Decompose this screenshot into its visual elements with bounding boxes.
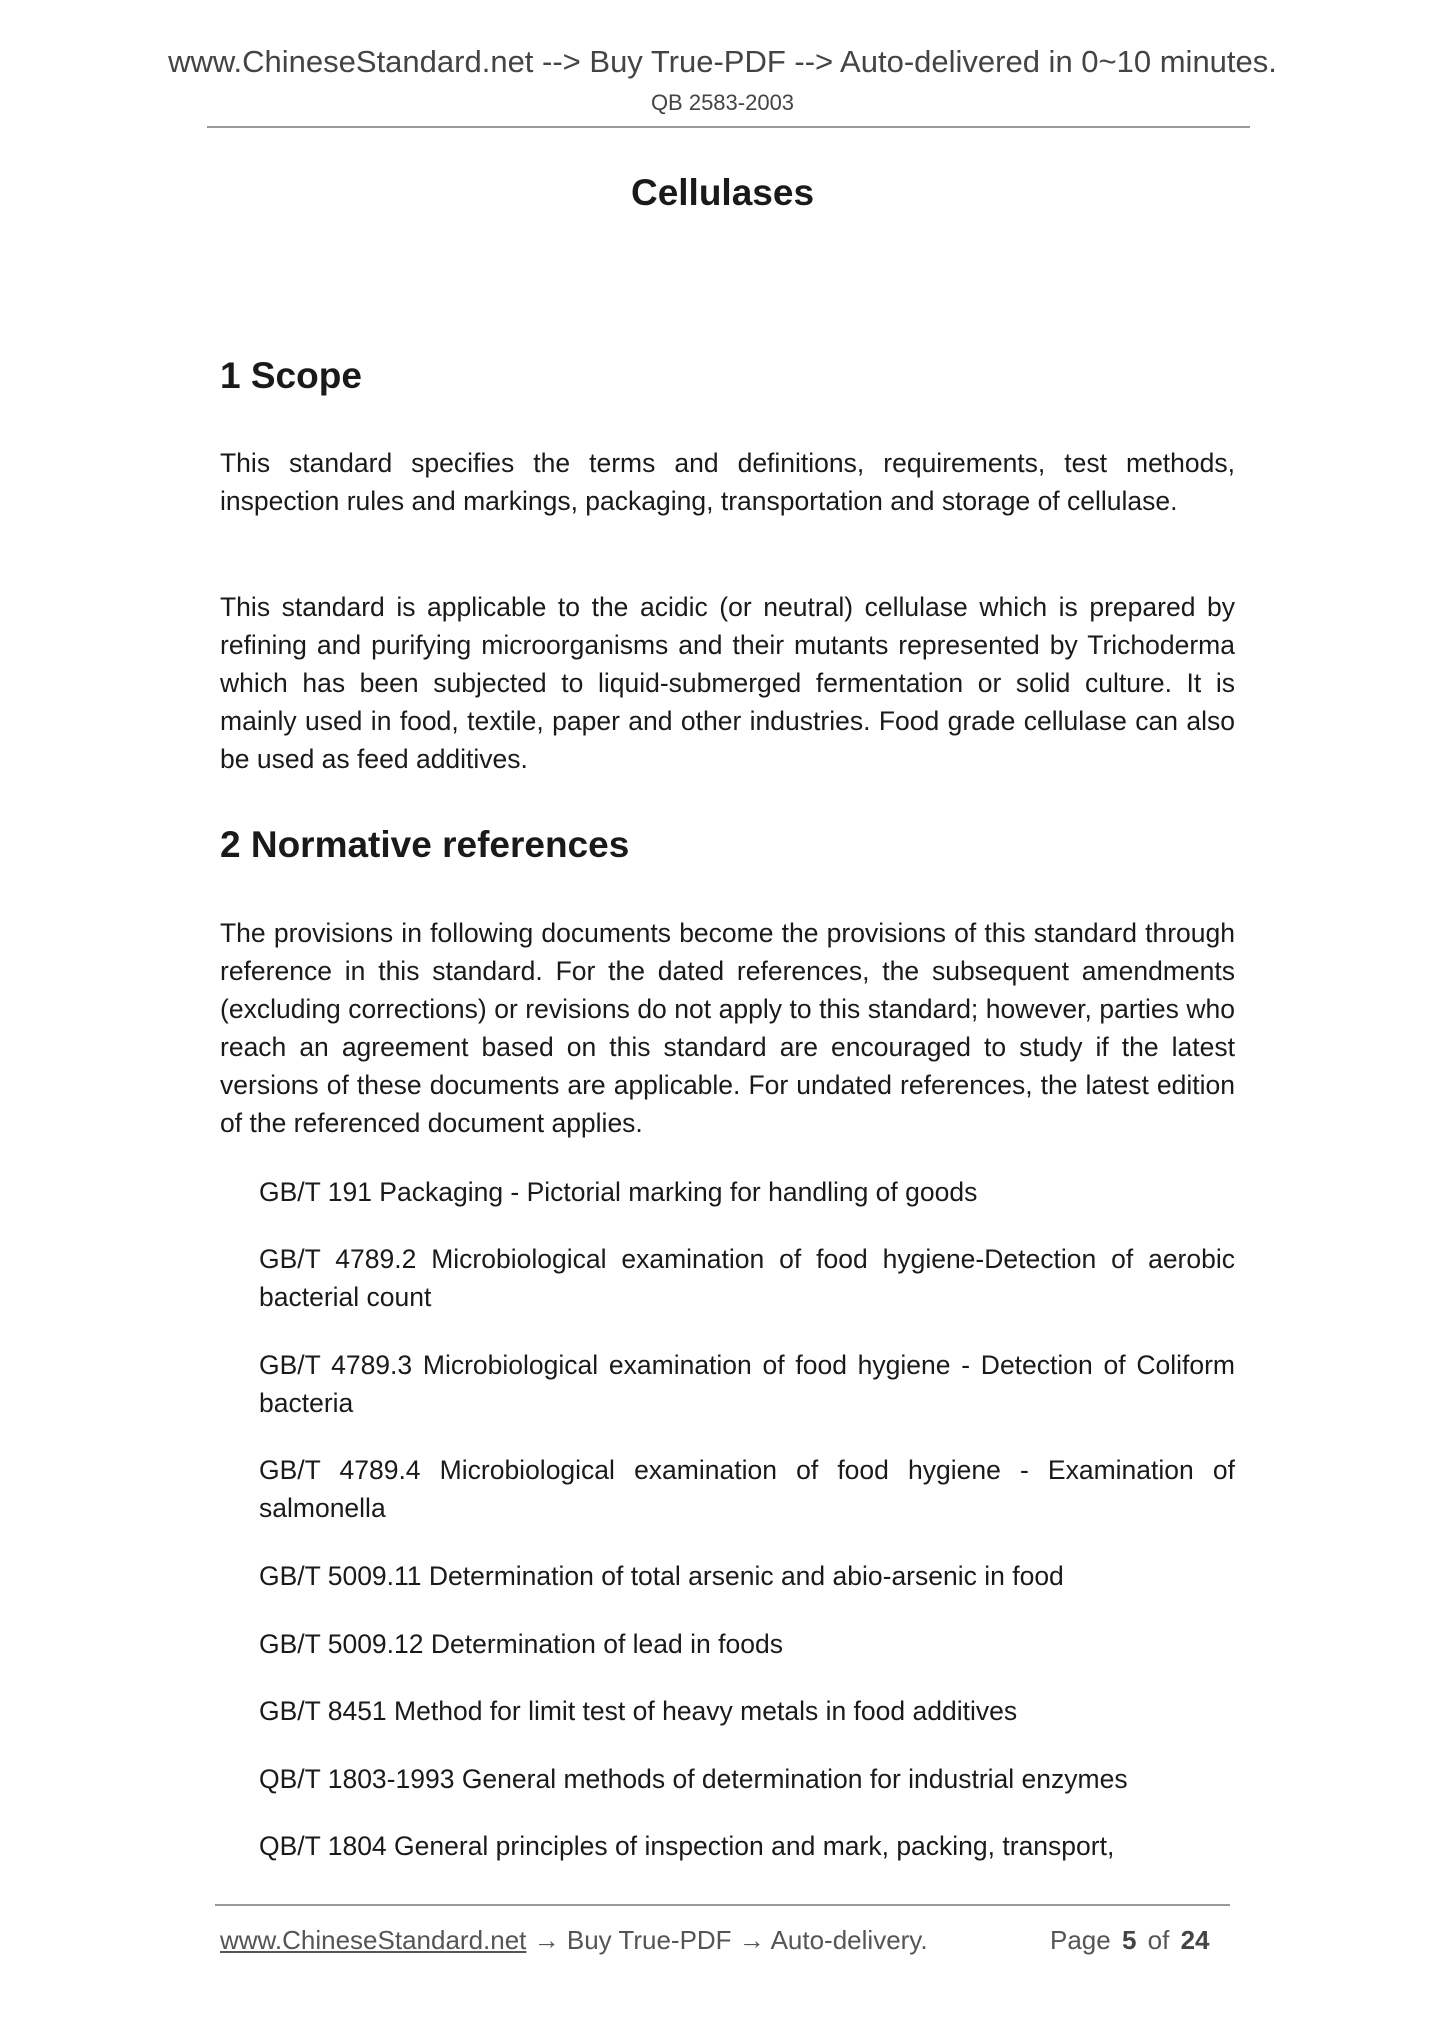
reference-item: QB/T 1803-1993 General methods of determination for industrial enzymes: [259, 1764, 1128, 1794]
section-heading-scope: 1 Scope: [220, 355, 362, 396]
reference-item: GB/T 191 Packaging - Pictorial marking for handling of goods: [259, 1177, 978, 1207]
page-number: [1050, 1925, 1210, 1956]
footer-divider: [215, 1904, 1230, 1906]
current-page: 5: [1121, 1925, 1137, 1955]
reference-item: GB/T 5009.12 Determination of lead in foods: [259, 1629, 783, 1659]
paragraph: This standard specifies the terms and definitions, requirements, test methods, inspection rules and markings, packaging, transportation and storage of cellulase.: [220, 448, 1235, 516]
section-heading-normative-references: 2 Normative references: [220, 824, 630, 865]
reference-item: GB/T 4789.3 Microbiological examination of food hygiene - Detection of Coliform bacteria: [259, 1350, 1235, 1418]
of-label: of: [1147, 1925, 1170, 1955]
page-label: Page: [1050, 1925, 1111, 1955]
reference-item: QB/T 1804 General principles of inspection and mark, packing, transport,: [259, 1831, 1115, 1861]
total-pages: 24: [1180, 1925, 1210, 1955]
reference-item: GB/T 8451 Method for limit test of heavy metals in food additives: [259, 1696, 1018, 1726]
reference-item: GB/T 4789.2 Microbiological examination of food hygiene-Detection of aerobic bacterial count: [259, 1244, 1235, 1312]
reference-item: GB/T 4789.4 Microbiological examination of food hygiene - Examination of salmonella: [259, 1455, 1235, 1523]
page-title: Cellulases: [630, 172, 815, 213]
footer-left: [220, 1925, 928, 1956]
document-id: QB 2583-2003: [650, 90, 795, 115]
paragraph: This standard is applicable to the acidic (or neutral) cellulase which is prepared by refining and purifying microorganisms and their mutants represented by Trichoderma which has been subjected to liquid-submerged fermentation or solid culture. It is mainly used in food, textile, paper and other industries. Food grade cellulase can also be used as feed additives.: [220, 592, 1235, 774]
header-divider: [207, 126, 1250, 128]
paragraph: The provisions in following documents become the provisions of this standard through reference in this standard. For the dated references, the subsequent amendments (excluding corrections) or revisions do not apply to this standard; however, parties who reach an agreement based on this standard are encouraged to study if the latest versions of these documents are applicable. For undated references, the latest edition of the referenced document applies.: [220, 918, 1235, 1138]
footer-text: → Buy True-PDF → Auto-delivery.: [526, 1925, 928, 1955]
header-banner: www.ChineseStandard.net --> Buy True-PDF --> Auto-delivered in 0~10 minutes.: [168, 44, 1277, 79]
reference-item: GB/T 5009.11 Determination of total arsenic and abio-arsenic in food: [259, 1561, 1064, 1591]
footer-link[interactable]: www.ChineseStandard.net: [220, 1925, 527, 1955]
